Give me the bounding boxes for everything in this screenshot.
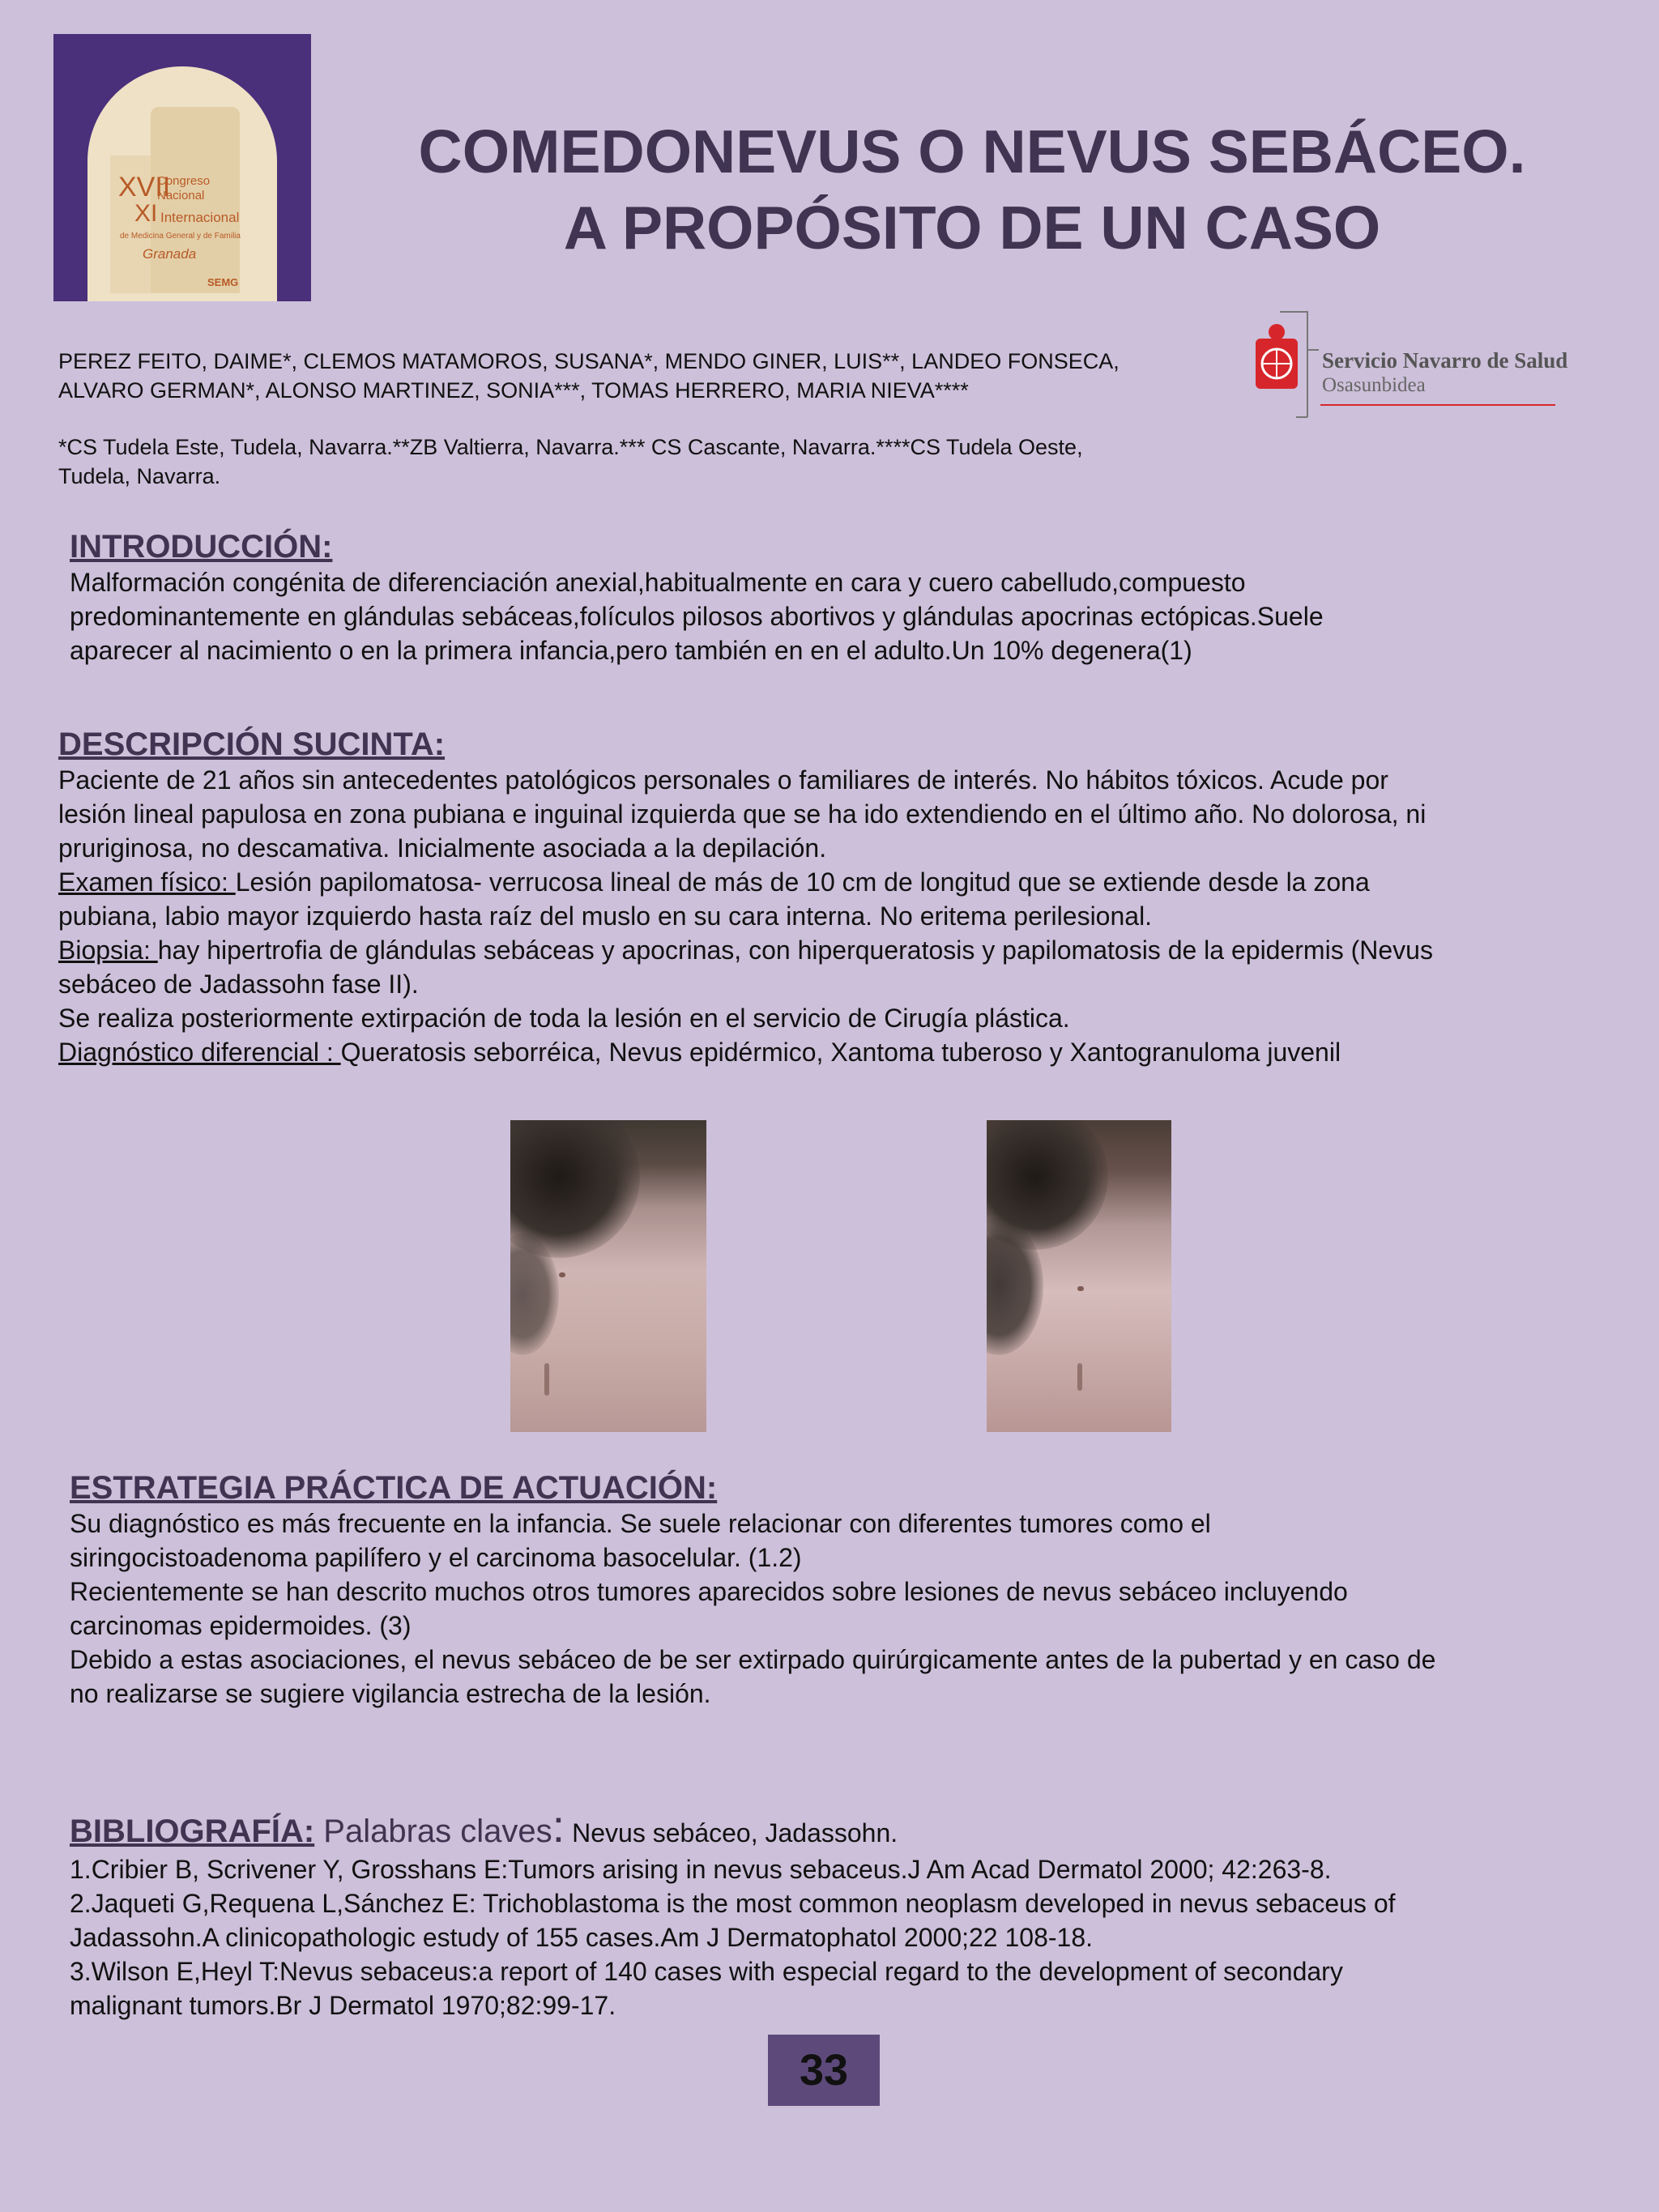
introduction-heading: INTRODUCCIÓN:: [70, 529, 333, 565]
biopsy-line-1: [58, 933, 1597, 967]
reference-1: 1.Cribier B, Scrivener Y, Grosshans E:Tumors arising in nevus sebaceus.J Am Acad Dermatol 2000; 42:263-8.: [70, 1855, 1332, 1884]
affiliations-line-1: *CS Tudela Este, Tudela, Navarra.**ZB Valtierra, Navarra.*** CS Cascante, Navarra.****CS Tudela Oeste,: [58, 435, 1083, 459]
photo-1-lesion-line: [544, 1363, 549, 1396]
reference-3-line-1: 3.Wilson E,Heyl T:Nevus sebaceus:a report of 140 cases with especial regard to the development of secondary: [70, 1957, 1343, 1986]
keywords-label: Palabras claves: [314, 1813, 552, 1849]
introduction-line-1: Malformación congénita de diferenciación anexial,habitualmente en cara y cuero cabelludo,compuesto: [70, 568, 1246, 597]
strategy-line-5: Debido a estas asociaciones, el nevus sebáceo de be ser extirpado quirúrgicamente antes de la pubertad y en caso de: [70, 1645, 1436, 1674]
logo-internacional: Internacional: [160, 210, 240, 225]
description-heading: DESCRIPCIÓN SUCINTA:: [58, 727, 446, 762]
reference-2-line-2: Jadassohn.A clinicopathologic estudy of 155 cases.Am J Dermatophatol 2000;22 108-18.: [70, 1923, 1094, 1952]
section-introduction: [70, 528, 1593, 667]
keywords-colon: :: [552, 1801, 565, 1852]
differential-label: Diagnóstico diferencial :: [58, 1038, 341, 1067]
strategy-line-4: carcinomas epidermoides. (3): [70, 1611, 412, 1640]
affiliations: [58, 433, 1225, 491]
strategy-line-3: Recientemente se han descrito muchos otros tumores aparecidos sobre lesiones de nevus sebáceo incluyendo: [70, 1577, 1348, 1606]
differential-line: [58, 1035, 1597, 1069]
bibliography-list: [70, 1852, 1593, 2022]
exam-line-1: [58, 865, 1597, 899]
introduction-line-3: aparecer al nacimiento o en la primera infancia,pero también en en el adulto.Un 10% degenera(1): [70, 636, 1192, 665]
logo-nacional: Nacional: [157, 189, 205, 202]
section-strategy: [70, 1469, 1593, 1711]
authors-line-2: ALVARO GERMAN*, ALONSO MARTINEZ, SONIA***, TOMAS HERRERO, MARIA NIEVA****: [58, 378, 969, 403]
logo-city: Granada: [143, 246, 197, 262]
photo-2-lesion-mark: [1077, 1286, 1084, 1291]
photo-2-lesion-line: [1077, 1363, 1082, 1391]
authors: [58, 347, 1225, 405]
affiliations-line-2: Tudela, Navarra.: [58, 464, 221, 488]
sns-name: Servicio Navarro de Salud: [1322, 348, 1568, 373]
description-line-3: pruriginosa, no descamativa. Inicialmente asociada a la depilación.: [58, 833, 827, 863]
sns-subtitle: Osasunbidea: [1322, 374, 1426, 396]
title-line-1: COMEDONEVUS O NEVUS SEBÁCEO.: [418, 117, 1526, 185]
logo-roman-numeral-2: XI: [134, 200, 158, 227]
bibliography-header: [70, 1800, 1593, 1852]
exam-line-2: pubiana, labio mayor izquierdo hasta raíz del muslo en su cara interna. No eritema perilesional.: [58, 901, 1153, 931]
reference-2-line-1: 2.Jaqueti G,Requena L,Sánchez E: Trichoblastoma is the most common neoplasm developed in nevus sebaceus of: [70, 1889, 1396, 1918]
clinical-photo-1: [510, 1120, 706, 1432]
logo-roman-numeral: XVII: [118, 172, 171, 202]
differential-text: Queratosis seborréica, Nevus epidérmico, Xantoma tuberoso y Xantogranuloma juvenil: [340, 1038, 1341, 1067]
strategy-heading: ESTRATEGIA PRÁCTICA DE ACTUACIÓN:: [70, 1470, 718, 1506]
description-text: [58, 763, 1597, 1069]
exam-label: Examen físico:: [58, 867, 236, 897]
surgery-line: Se realiza posteriormente extirpación de toda la lesión en el servicio de Cirugía plástica.: [58, 1004, 1070, 1033]
introduction-text: [70, 565, 1593, 667]
biopsy-text-1: hay hipertrofia de glándulas sebáceas y apocrinas, con hiperqueratosis y papilomatosis de la epidermis (Nevus: [157, 936, 1433, 965]
logo-subtitle: de Medicina General y de Familia: [120, 232, 241, 241]
logo-congreso: Congreso: [157, 174, 211, 188]
section-bibliography: [70, 1800, 1593, 2022]
poster-title: [324, 113, 1620, 266]
photo-1-lesion-mark: [559, 1272, 565, 1277]
clinical-photo-2: [987, 1120, 1171, 1432]
logo-org: SEMG: [207, 276, 239, 288]
introduction-line-2: predominantemente en glándulas sebáceas,folículos pilosos abortivos y glándulas apocrinas ectópicas.Suele: [70, 602, 1324, 631]
strategy-line-1: Su diagnóstico es más frecuente en la infancia. Se suele relacionar con diferentes tumores como el: [70, 1509, 1211, 1538]
biopsy-line-2: sebáceo de Jadassohn fase II).: [58, 970, 419, 999]
navarra-shield-icon: [1256, 324, 1298, 389]
congress-logo: [53, 34, 311, 301]
strategy-line-2: siringocistoadenoma papilífero y el carcinoma basocelular. (1.2): [70, 1543, 802, 1572]
bibliography-heading: BIBLIOGRAFÍA:: [70, 1813, 315, 1849]
exam-text-1: Lesión papilomatosa- verrucosa lineal de más de 10 cm de longitud que se extiende desde la zona: [235, 867, 1370, 897]
biopsy-label: Biopsia:: [58, 936, 158, 965]
section-description: [58, 726, 1597, 1069]
strategy-text: [70, 1507, 1593, 1711]
description-line-1: Paciente de 21 años sin antecedentes patológicos personales o familiares de interés. No hábitos tóxicos. Acude por: [58, 765, 1388, 795]
title-line-2: A PROPÓSITO DE UN CASO: [563, 194, 1381, 262]
authors-line-1: PEREZ FEITO, DAIME*, CLEMOS MATAMOROS, SUSANA*, MENDO GINER, LUIS**, LANDEO FONSECA,: [58, 349, 1120, 373]
page-number: 33: [768, 2035, 880, 2106]
description-line-2: lesión lineal papulosa en zona pubiana e inguinal izquierda que se ha ido extendiendo en el último año. No dolorosa, ni: [58, 799, 1427, 829]
reference-3-line-2: malignant tumors.Br J Dermatol 1970;82:99-17.: [70, 1991, 616, 2020]
strategy-line-6: no realizarse se sugiere vigilancia estrecha de la lesión.: [70, 1679, 711, 1708]
keywords-text: Nevus sebáceo, Jadassohn.: [565, 1818, 898, 1848]
